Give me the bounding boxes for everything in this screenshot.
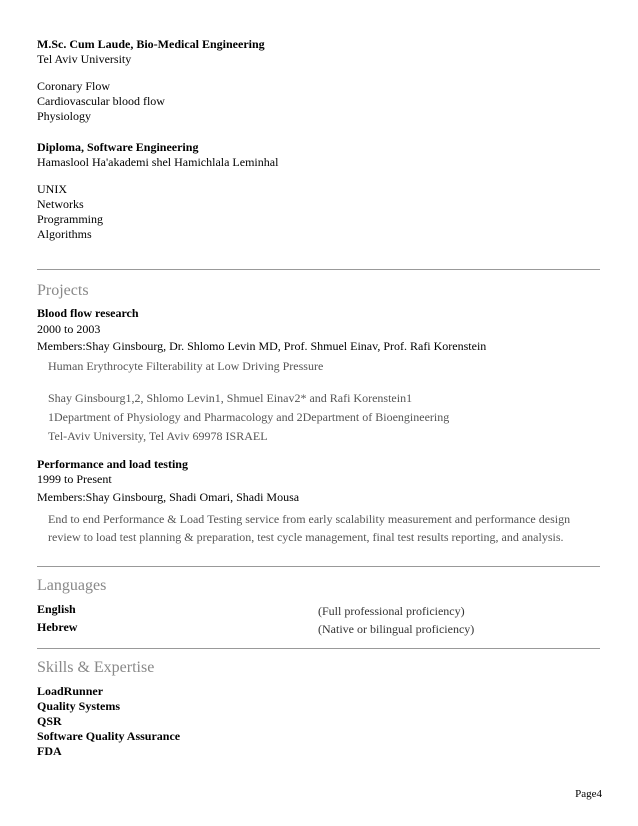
skills-heading: Skills & Expertise xyxy=(37,659,155,676)
page-number: Page4 xyxy=(575,788,602,800)
education-degree: Diploma, Software Engineering xyxy=(37,140,199,154)
projects-heading: Projects xyxy=(37,282,89,299)
education-topic: Physiology xyxy=(37,109,92,123)
language-name: English xyxy=(37,602,76,616)
project-members: Members:Shay Ginsbourg, Dr. Shlomo Levin MD, Prof. Shmuel Einav, Prof. Rafi Korenstein xyxy=(37,339,487,353)
education-degree: M.Sc. Cum Laude, Bio-Medical Engineering xyxy=(37,37,265,51)
education-school: Tel Aviv University xyxy=(37,52,132,66)
section-divider xyxy=(37,566,600,567)
education-school: Hamaslool Ha'akademi shel Hamichlala Leminhal xyxy=(37,155,279,169)
language-name: Hebrew xyxy=(37,620,78,634)
education-topic: Coronary Flow xyxy=(37,79,110,93)
language-level: (Full professional proficiency) xyxy=(318,604,465,618)
project-title: Performance and load testing xyxy=(37,457,188,471)
skill-item: QSR xyxy=(37,714,62,728)
section-divider xyxy=(37,648,600,649)
project-description: End to end Performance & Load Testing service from early scalability measurement and performance design review to load test planning & preparation, test cycle management, final test results reporting, and analysis. xyxy=(48,512,571,544)
project-description-line: Tel-Aviv University, Tel Aviv 69978 ISRAEL xyxy=(48,429,268,443)
project-description-line: Shay Ginsbourg1,2, Shlomo Levin1, Shmuel Einav2* and Rafi Korenstein1 xyxy=(48,391,413,405)
languages-heading: Languages xyxy=(37,577,107,594)
skill-item: Software Quality Assurance xyxy=(37,729,181,743)
project-description-line: 1Department of Physiology and Pharmacology and 2Department of Bioengineering xyxy=(48,410,450,424)
skill-item: FDA xyxy=(37,744,62,758)
project-dates: 1999 to Present xyxy=(37,472,112,486)
project-description-line: Human Erythrocyte Filterability at Low Driving Pressure xyxy=(48,359,324,373)
skill-item: Quality Systems xyxy=(37,699,121,713)
education-topic: Cardiovascular blood flow xyxy=(37,94,165,108)
education-topic: Programming xyxy=(37,212,103,226)
project-members: Members:Shay Ginsbourg, Shadi Omari, Shadi Mousa xyxy=(37,490,300,504)
project-title: Blood flow research xyxy=(37,306,139,320)
skill-item: LoadRunner xyxy=(37,684,104,698)
education-topic: Networks xyxy=(37,197,84,211)
education-topic: UNIX xyxy=(37,182,67,196)
section-divider xyxy=(37,269,600,270)
education-topic: Algorithms xyxy=(37,227,92,241)
language-level: (Native or bilingual proficiency) xyxy=(318,622,475,636)
project-dates: 2000 to 2003 xyxy=(37,322,101,336)
